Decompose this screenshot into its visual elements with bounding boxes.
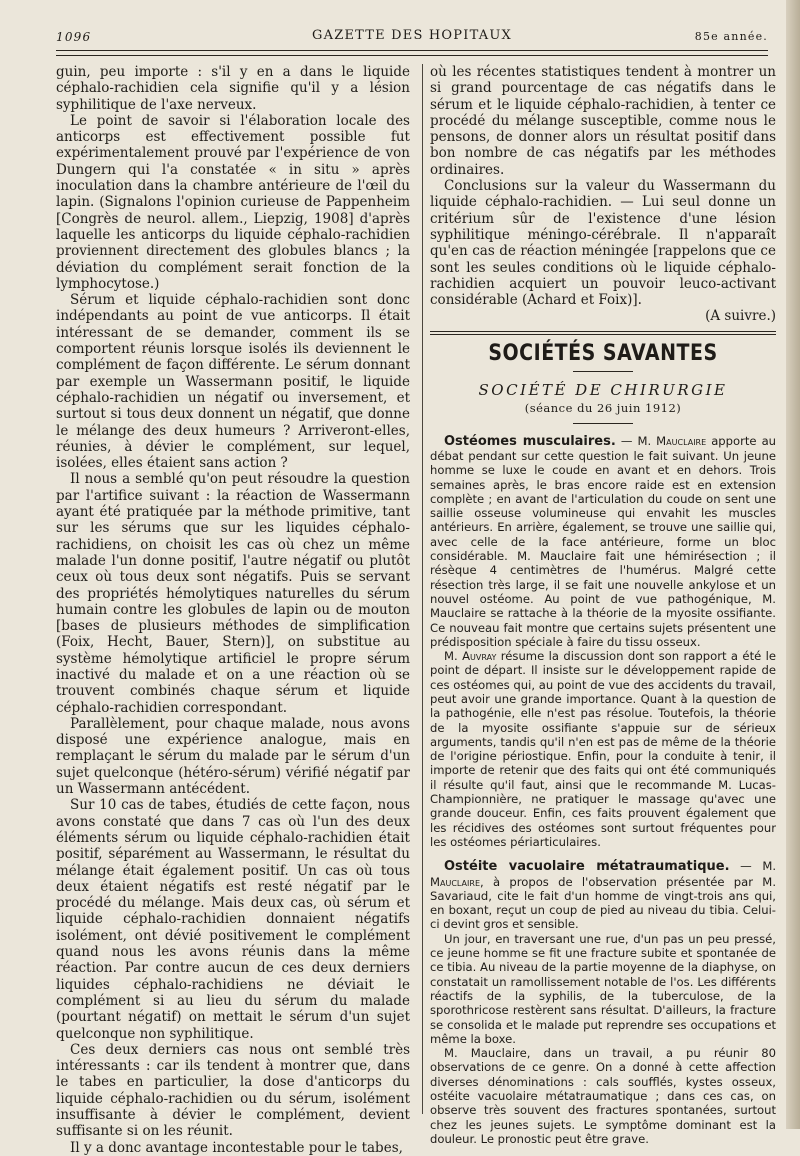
section-title: SOCIÉTÉS SAVANTES <box>488 340 718 366</box>
running-header <box>56 26 768 46</box>
paragraph: Sérum et liquide céphalo-rachidien sont donc indépendants au point de vue anticorps. Il était intéressant de se demander, comment ils se comportent réunis lorsque isolés ils deviennent le complément de façon différente. Le sérum donnant par exemple un Wassermann positif, le liquide céphalo-rachidien un négatif ou inversement, et surtout si tous deux donnent un négatif, que donne le mélange des deux humeurs ? Arriveront-elles, réunies, à dévier le complément, sur lequel, isolées, elles étaient sans action ? <box>56 292 410 472</box>
right-column <box>430 64 777 1146</box>
session-date: (séance du 26 juin 1912) <box>524 401 682 416</box>
section-rule <box>430 331 776 332</box>
paragraph: Conclusions sur la valeur du Wassermann du liquide céphalo-rachidien. — Lui seul donne un critérium sûr de l'existence d'une lésion syphilitique méningo-cérébrale. Il n'apparaît qu'en cas de réaction méningée [rappelons que ce sont les seules conditions où le liquide céphalo-rachidien acquiert un pouvoir leuco-activant considérable (Achard et Foix)]. <box>430 178 776 309</box>
left-column <box>56 64 410 1156</box>
article-osteite <box>430 859 776 1146</box>
author: M. Mauclaire <box>637 433 707 448</box>
article-osteomes <box>430 434 776 850</box>
header-rule <box>56 50 768 51</box>
journal-year: 85e année. <box>694 30 768 43</box>
page-spine-shadow <box>786 0 800 1129</box>
to-be-continued: (A suivre.) <box>705 308 776 325</box>
paragraph: où les récentes statistiques tendent à montrer un si grand pourcentage de cas négatifs dans le sérum et le liquide céphalo-rachidien, à tenter ce procédé du mélange susceptible, comme nous le pensons, de donner alors un résultat positif dans bon nombre de cas négatifs par les méthodes ordinaires. <box>430 64 776 178</box>
article-text: à propos de l'observation présentée par M. Savariaud, cite le fait d'un homme de vingt-trois ans qui, en boxant, reçut un coup de pied au niveau du tibia. Celui-ci devint gros et sensible. <box>430 874 776 932</box>
paragraph: guin, peu importe : s'il y en a dans le liquide céphalo-rachidien cela signifie qu'il y a lésion syphilitique de l'axe nerveux. <box>56 64 410 113</box>
paragraph: Ces deux derniers cas nous ont semblé très intéressants : car ils tendent à montrer que, dans le tabes en particulier, la dose d'anticorps du liquide céphalo-rachidien ou du sérum, isolément insuffisante à dévier le complément, devient suffisante si on les réunit. <box>56 1041 410 1140</box>
paragraph: Il nous a semblé qu'on peut résoudre la question par l'artifice suivant : la réaction de Wassermann ayant été pratiquée par la méthode primitive, tant sur les sérums que sur les liquides céphalo-rachidiens, on choisit les cas où chez un même malade l'un donne positif, l'autre négatif ou plutôt ceux où tous deux sont négatifs. Puis se servant des propriétés hémolytiques naturelles du sérum humain contre les globules de lapin ou de mouton [bases de plusieurs méthodes de simplification (Foix, Hecht, Bauer, Stern)], on substitue au système hémolytique artificiel le propre sérum inactivé du malade et on a une réaction où se trouvent combinés chaque sérum et liquide céphalo-rachidien correspondant. <box>56 471 410 716</box>
short-rule <box>573 371 633 372</box>
author: M. Auvray <box>444 649 497 664</box>
article-heading: Ostéite vacuolaire métatraumatique. <box>444 859 730 875</box>
column-separator <box>422 64 423 1114</box>
article-paragraph: Un jour, en traversant une rue, d'un pas un peu pressé, ce jeune homme se fit une fracture subite et spontanée de ce tibia. Au niveau de la partie moyenne de la diaphyse, on constatait un ramollissement notable de l'os. Les différents réactifs de la syphilis, de la tuberculose, de la sporothricose restèrent sans résultat. D'ailleurs, la fracture se consolida et le malade put reprendre ses occupations et même la boxe. <box>430 931 777 1046</box>
page-number: 1096 <box>56 30 92 44</box>
paragraph: Il y a donc avantage incontestable pour le tabes, <box>70 1139 403 1156</box>
article-text: résume la discussion dont son rapport a été le point de départ. Il insiste sur le développement rapide de ces ostéomes qui, au point de vue des accidents du travail, peut avoir une grande importance. Quant à la question de la pathogénie, elle n'est pas résolue. Toutefois, la théorie de la myosite ossifiante s'appuie sur de sérieux arguments, tandis qu'il n'en est pas de même de la théorie de l'origine périostique. Enfin, pour la conduite à tenir, il importe de retenir que des faits qui ont été communiqués il résulte qu'il faut, ainsi que le recommande M. Lucas-Championnière, ne pratiquer le massage qu'avec une grande douceur. Enfin, ces faits prouvent également que les récidives des ostéomes sont surtout fréquentes pour les ostéomes périarticulaires. <box>430 649 777 849</box>
short-rule <box>573 423 633 424</box>
article-paragraph: Ostéomes musculaires. — M. Mauclaire apporte au débat pendant sur cette question le fait suivant. Un jeune homme se luxe le coude en avant et en dehors. Trois semaines après, le bras encore raide est en extension complète ; en avant de l'articulation du coude on sent une saillie osseuse volumineuse qui envahit les muscles antérieurs. En arrière, également, se trouve une saillie qui, avec celle de la face antérieure, forme un bloc considérable. M. Mauclaire fait une hémirésection ; il résèque 4 centimètres de l'humérus. Malgré cette résection très large, il se fait une nouvelle ankylose et un nouvel ostéome. Au point de vue pathogénique, M. Mauclaire se rattache à la théorie de la myosite ossifiante. Ce nouveau fait montre que certains sujets présentent une prédisposition spéciale à faire du tissu osseux. <box>430 433 777 649</box>
paragraph: Le point de savoir si l'élaboration locale des anticorps est effectivement possible fut expérimentalement prouvé par l'expérience de von Dungern qui l'a constatée « in situ » après inoculation dans la chambre antérieure de l'œil du lapin. (Signalons l'opinion curieuse de Pappenheim [Congrès de neurol. allem., Liepzig, 1908] d'après laquelle les anticorps du liquide céphalo-rachidien proviennent directement des globules blancs ; la déviation du complément serait fonction de la lymphocytose.) <box>56 112 410 292</box>
article-paragraph: M. Mauclaire, dans un travail, a pu réunir 80 observations de ce genre. On a donné à cette affection diverses dénominations : cals soufflés, kystes osseux, ostéite vacuolaire métatraumatique ; dans ces cas, on observe très souvent des fractures spontanées, surtout chez les jeunes sujets. Le symptôme dominant est la douleur. Le pronostic peut être grave. <box>430 1046 776 1146</box>
section-rule <box>430 334 776 335</box>
paragraph: Parallèlement, pour chaque malade, nous avons disposé une expérience analogue, mais en remplaçant le sérum du malade par le sérum d'un sujet quelconque (hétéro-sérum) vérifié négatif par un Wassermann antécédent. <box>56 715 410 798</box>
article-heading: Ostéomes musculaires. <box>444 433 616 449</box>
journal-title: GAZETTE DES HOPITAUX <box>312 28 512 43</box>
article-paragraph <box>430 649 776 849</box>
society-title: SOCIÉTÉ DE CHIRURGIE <box>478 381 728 400</box>
article-paragraph: Ostéite vacuolaire métatraumatique. — M. Mauclaire, à propos de l'observation présentée par M. Savariaud, cite le fait d'un homme de vingt-trois ans qui, en boxant, reçut un coup de pied au niveau du tibia. Celui-ci devint gros et sensible. <box>430 859 777 932</box>
paragraph: Sur 10 cas de tabes, étudiés de cette façon, nous avons constaté que dans 7 cas où l'un des deux éléments sérum ou liquide céphalo-rachidien était positif, séparément au Wassermann, le résultat du mélange était également positif. Un cas où tous deux étaient négatifs est resté négatif par le procédé du mélange. Mais deux cas, où sérum et liquide céphalo-rachidien donnaient négatifs isolément, ont dévié positivement le complément quand nous les avons réunis dans la même réaction. Par contre aucun de ces deux derniers liquides céphalo-rachidiens ne déviait le complément si au lieu du sérum du malade (pourtant négatif) on mettait le sérum d'un sujet quelconque non syphilitique. <box>56 797 410 1042</box>
header-rule-double <box>56 55 768 56</box>
article-text: apporte au débat pendant sur cette question le fait suivant. Un jeune homme se luxe le coude en avant et en dehors. Trois semaines après, le bras encore raide est en extension complète ; en avant de l'articulation du coude on sent une saillie osseuse volumineuse qui envahit les muscles antérieurs. En arrière, également, se trouve une saillie qui, avec celle de la face antérieure, forme un bloc considérable. M. Mauclaire fait une hémirésection ; il résèque 4 centimètres de l'humérus. Malgré cette résection très large, il se fait une nouvelle ankylose et un nouvel ostéome. Au point de vue pathogénique, M. Mauclaire se rattache à la théorie de la myosite ossifiante. Ce nouveau fait montre que certains sujets présentent une prédisposition spéciale à faire du tissu osseux. <box>430 433 777 649</box>
author: M. Mauclaire, <box>430 859 777 889</box>
